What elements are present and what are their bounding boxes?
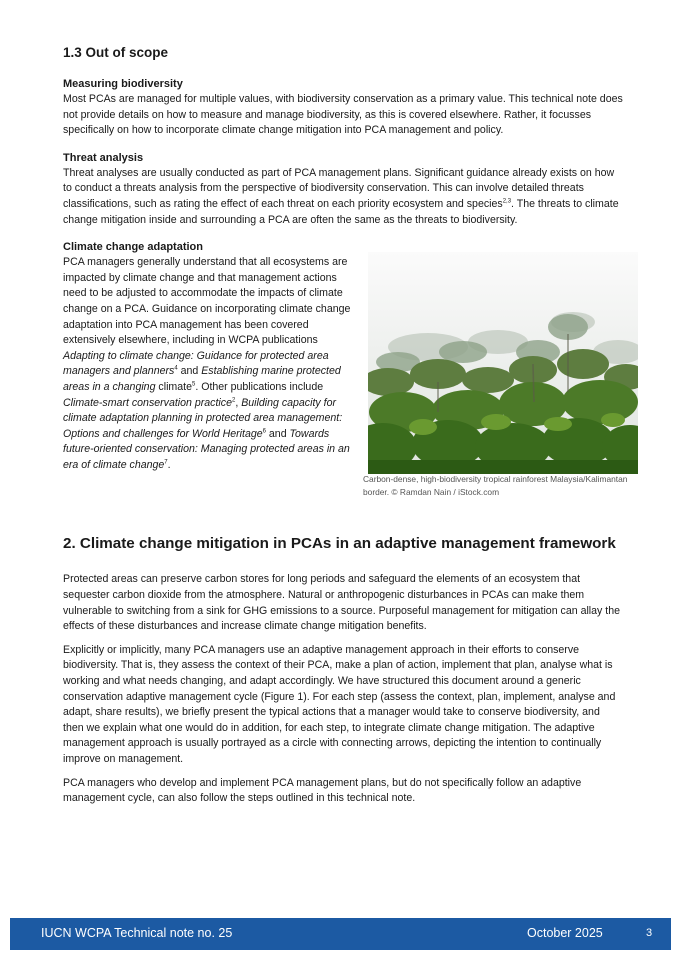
rainforest-photo <box>368 252 638 474</box>
subheading-threat: Threat analysis <box>63 151 144 164</box>
page-number: 3 <box>646 927 653 939</box>
photo-caption: Carbon-dense, high-biodiversity tropical rainforest Malaysia/Kalimantan border. © Ramdan Nain / iStock.com <box>363 474 628 498</box>
page-content <box>63 44 628 819</box>
citation: 2,3 <box>502 198 512 205</box>
section-2-paragraph-2: Explicitly or implicitly, many PCA managers use an adaptive management approach in their efforts to conserve biodiversity. That is, they assess the context of their PCA, make a plan of action, implement that plan, analyse what is working and what needs changing, and adapt accordingly. We have structured this document around a generic conservation adaptive management cycle (Figure 1). For each step (assess the context, plan, implement, analyse and adapt, share results), we briefly present the typical actions that a manager would take to conserve biodiversity, and then we explain what one would do in addition, for each step, to integrate climate change mitigation. The adaptive management approach is usually portrayed as a circle with connecting arrows, depicting the intention to continually improve on management. <box>63 643 616 765</box>
adaptation-block <box>63 240 628 498</box>
subheading-measuring: Measuring biodiversity <box>63 78 183 90</box>
section-2-paragraph-3: PCA managers who develop and implement PCA management plans, but do not specifically follow an adaptive management cycle, can also follow the steps outlined in this technical note. <box>63 776 582 805</box>
subheading-adaptation: Climate change adaptation <box>63 241 203 254</box>
footer-date: October 2025 <box>527 926 603 940</box>
page-footer <box>10 918 671 950</box>
footer-series: IUCN WCPA Technical note no. 25 <box>41 926 233 940</box>
adaptation-paragraph: PCA managers generally understand that all ecosystems are impacted by climate change and that management actions need to be adjusted to accommodate the impacts of climate change on a PCA. Guidance on incorporating climate change adaptation into PCA management has been covered extensively elsewhere, including in WCPA publications Adapting to climate change: Guidance for protected area managers and planners$^4$ and Establishing marine protected areas in a changing climate$^5$. Other publications include Climate-smart conservation practice$^2$, Building capacity for climate adaptation planning in protected area management: Options and challenges for World Heritage$^6$ and Towards future-oriented conservation: Managing protected areas in an era of climate change$^7$. <box>63 256 351 471</box>
threat-paragraph: Threat analyses are usually conducted as part of PCA management plans. Significant guidance already exists on how to conduct a threats analysis from the perspective of biodiversity conservation. This can involve detailed threats classifications, such as rating the effect of each threat on each priority ecosystem and species$^{2,3}$. The threats to climate change mitigation inside and surrounding a PCA are often the same as the threats to biodiversity. <box>63 166 619 226</box>
section-title: 1.3 Out of scope <box>63 45 169 60</box>
measuring-paragraph: Most PCAs are managed for multiple values, with biodiversity conservation as a primary value. This technical note does not provide details on how to measure and manage biodiversity, as this is covered elsewhere. Rather, it focusses specifically on how to incorporate climate change mitigation into PCA management and policy. <box>63 93 623 137</box>
section-2-title: 2. Climate change mitigation in PCAs in an adaptive management framework <box>63 535 616 553</box>
section-2-paragraph-1: Protected areas can preserve carbon stores for long periods and safeguard the elements of an ecosystem that sequester carbon dioxide from the atmosphere. Natural or anthropogenic disturbances in PCAs can make them vulnerable to switching from a sink for GHG emissions to a source. Purposeful management for mitigation can allay the effects of these disturbances and increase climate change mitigation benefits. <box>63 573 621 633</box>
